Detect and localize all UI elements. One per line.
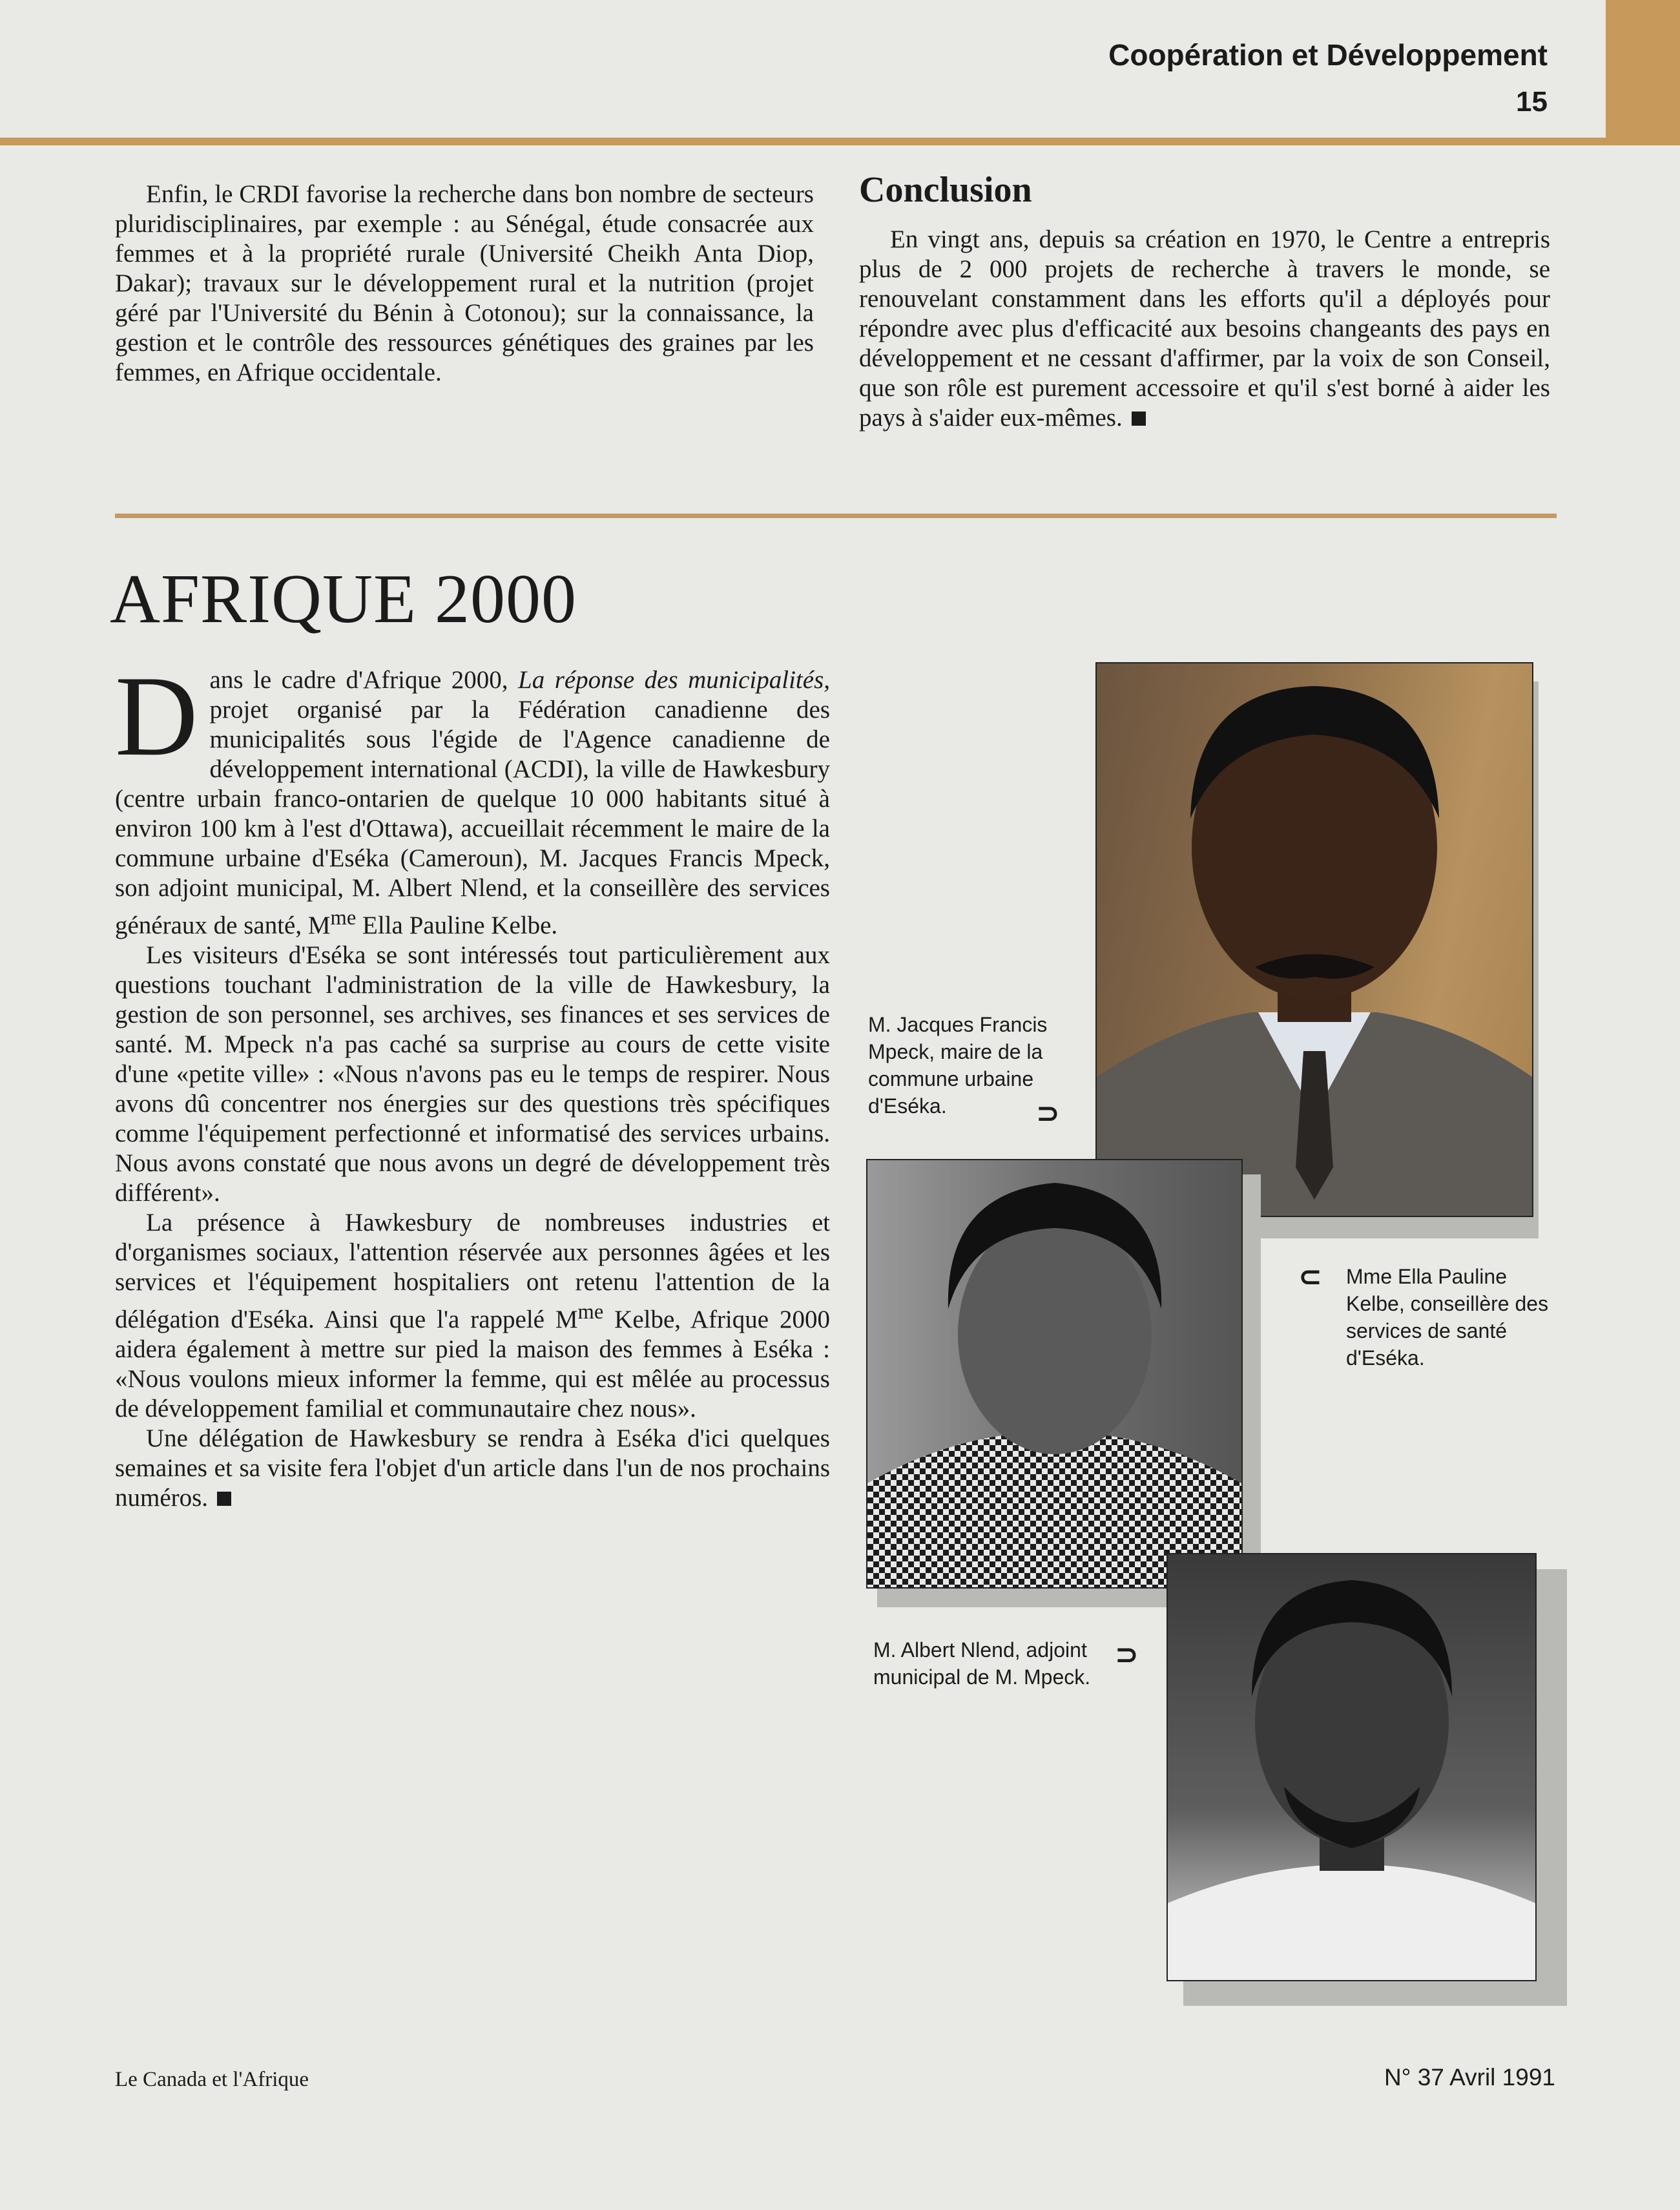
header-accent-tab — [1606, 0, 1680, 145]
caption-nlend: M. Albert Nlend, adjoint municipal de M. Mpeck. — [873, 1638, 1091, 1689]
section-title: Coopération et Développement — [1108, 38, 1548, 72]
end-square-icon — [1132, 412, 1146, 426]
article-body — [115, 652, 830, 1513]
p1-italic-title: La réponse des municipalités, — [518, 666, 830, 694]
conclusion-heading: Conclusion — [859, 170, 1032, 210]
arrow-right-icon: ⊃ — [1115, 1639, 1139, 1671]
conclusion-text: En vingt ans, depuis sa création en 1970, le Centre a entrepris plus de 2 000 projets de recherche à travers le monde, se renouvelant constamment dans les efforts qu'il a déployés pour répondre avec plus d'efficacité aux besoins changeants des pays en développement et ne cessant d'affirmer, par la voix de son Conseil, que son rôle est purement accessoire et qu'il s'est borné à aider les pays à s'aider eux-mêmes. — [859, 225, 1550, 432]
photo-kelbe — [866, 1159, 1243, 1589]
photo-mpeck — [1095, 662, 1533, 1217]
conclusion-column — [859, 169, 1550, 433]
article-paragraph-2: Les visiteurs d'Eséka se sont intéressés tout particulièrement aux questions touchant l'administration de la ville de Hawkesbury, la gestion de son personnel, ses archives, ses finances et ses services de santé. M. Mpeck n'a pas caché sa surprise au cours de cette visite d'une «petite ville» : «Nous n'avons pas eu le temps de respirer. Nous avons dû concentrer nos énergies sur des questions très spécifiques comme l'équipement perfectionné et informatisé des services urbains. Nous avons constaté que nous avons un degré de développement très différent». — [115, 941, 830, 1207]
page-number: 15 — [1516, 86, 1548, 118]
top-left-column — [115, 180, 814, 388]
article-paragraph-1 — [115, 652, 830, 941]
arrow-right-icon: ⊃ — [1036, 1098, 1060, 1129]
article-paragraph-4 — [115, 1424, 830, 1513]
p3-text-a: La présence à Hawkesbury de nombreuses industries et d'organismes sociaux, l'attention réservée aux personnes âgées et les services et l'équipement hospitaliers ont retenu l'attention de la délégation d'Eséka. Ainsi que l'a rappelé M — [115, 1209, 830, 1333]
conclusion-paragraph — [859, 225, 1550, 433]
photo-nlend — [1167, 1553, 1537, 1981]
footer-issue: N° 37 Avril 1991 — [1384, 2064, 1555, 2090]
crdi-paragraph: Enfin, le CRDI favorise la recherche dans bon nombre de secteurs pluridisciplinaires, par exemple : au Sénégal, étude consacrée aux femmes et à la propriété rurale (Université Cheikh Anta Diop, Dakar); travaux sur le développement rural et la nutrition (projet géré par l'Université du Bénin à Cotonou); sur la connaissance, la gestion et le contrôle des ressources génétiques des graines par les femmes, en Afrique occidentale. — [115, 180, 814, 386]
end-square-icon — [217, 1492, 231, 1506]
caption-mpeck: M. Jacques Francis Mpeck, maire de la commune urbaine d'Eséka. — [868, 1013, 1048, 1118]
p1-text-a: ans le cadre d'Afrique 2000, — [209, 666, 519, 694]
p1-text-c: Ella Pauline Kelbe. — [356, 912, 558, 939]
header-rule — [0, 138, 1680, 145]
portrait-woman-icon — [867, 1160, 1241, 1587]
footer-publication: Le Canada et l'Afrique — [115, 2068, 309, 2091]
portrait-man-shirt-icon — [1168, 1554, 1535, 1980]
article-title: AFRIQUE 2000 — [110, 561, 577, 638]
p3-superscript: me — [577, 1300, 604, 1324]
arrow-left-icon: ⊂ — [1298, 1261, 1322, 1293]
p1-superscript: me — [330, 906, 357, 930]
p1-text-b: projet organisé par la Fédération canadienne des municipalités sous l'égide de l'Agence canadienne de développement international (ACDI), la ville de Hawkesbury (centre urbain franco-ontarien de quelque 10 000 habitants situé à environ 100 km à l'est d'Ottawa), accueillait récemment le maire de la commune urbaine d'Eséka (Cameroun), M. Jacques Francis Mpeck, son adjoint municipal, M. Albert Nlend, et la conseillère des services généraux de santé, M — [115, 696, 830, 939]
portrait-man-suit-icon — [1097, 663, 1532, 1216]
caption-kelbe: Mme Ella Pauline Kelbe, conseillère des services de santé d'Eséka. — [1346, 1265, 1549, 1370]
drop-cap: D — [115, 652, 198, 780]
p3-text-b: Kelbe, Afrique 2000 aidera également à mettre sur pied la maison des femmes à Eséka : «Nous voulons mieux informer la femme, qui est mêlée au processus de développement familial et communautaire chez nous». — [115, 1306, 830, 1423]
article-paragraph-3 — [115, 1208, 830, 1424]
section-divider — [115, 514, 1557, 518]
p4-text: Une délégation de Hawkesbury se rendra à Eséka d'ici quelques semaines et sa visite fera l'objet d'un article dans l'un de nos prochains numéros. — [115, 1424, 830, 1512]
